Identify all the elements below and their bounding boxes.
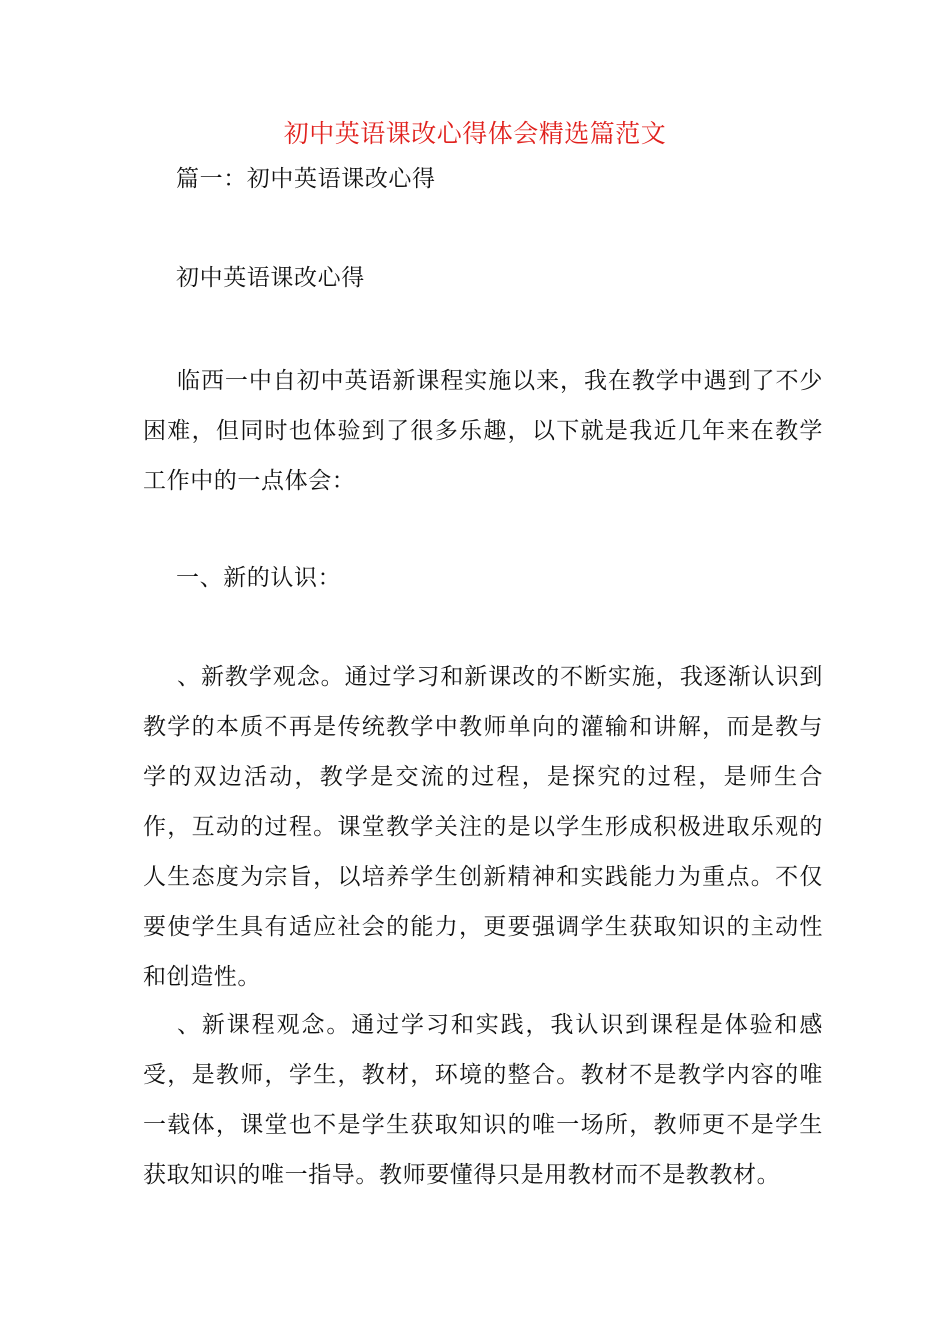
intro-paragraph: 临西一中自初中英语新课程实施以来，我在教学中遇到了不少困难，但同时也体验到了很多乐趣，以下就是我近几年来在教学工作中的一点体会： — [143, 368, 823, 494]
paragraph-teaching-concept: 、新教学观念。通过学习和新课改的不断实施，我逐渐认识到教学的本质不再是传统教学中教师单向的灌输和讲解，而是教与学的双边活动，教学是交流的过程，是探究的过程，是师生合作，互动的过程。课堂教学关注的是以学生形成积极进取乐观的人生态度为宗旨，以培养学生创新精神和实践能力为重点。不仅要使学生具有适应社会的能力，更要强调学生获取知识的主动性和创造性。 — [143, 664, 823, 990]
subheading: 初中英语课改心得 — [176, 265, 365, 291]
paragraph-curriculum-concept: 、新课程观念。通过学习和实践，我认识到课程是体验和感受，是教师，学生，教材，环境的整合。教材不是教学内容的唯一载体，课堂也不是学生获取知识的唯一场所，教师更不是学生获取知识的唯一指导。教师要懂得只是用教材而不是教教材。 — [143, 1012, 823, 1188]
part-heading: 一、新的认识： — [176, 565, 342, 591]
section-heading: 篇一：初中英语课改心得 — [176, 166, 436, 192]
document-title: 初中英语课改心得体会精选篇范文 — [283, 119, 667, 148]
